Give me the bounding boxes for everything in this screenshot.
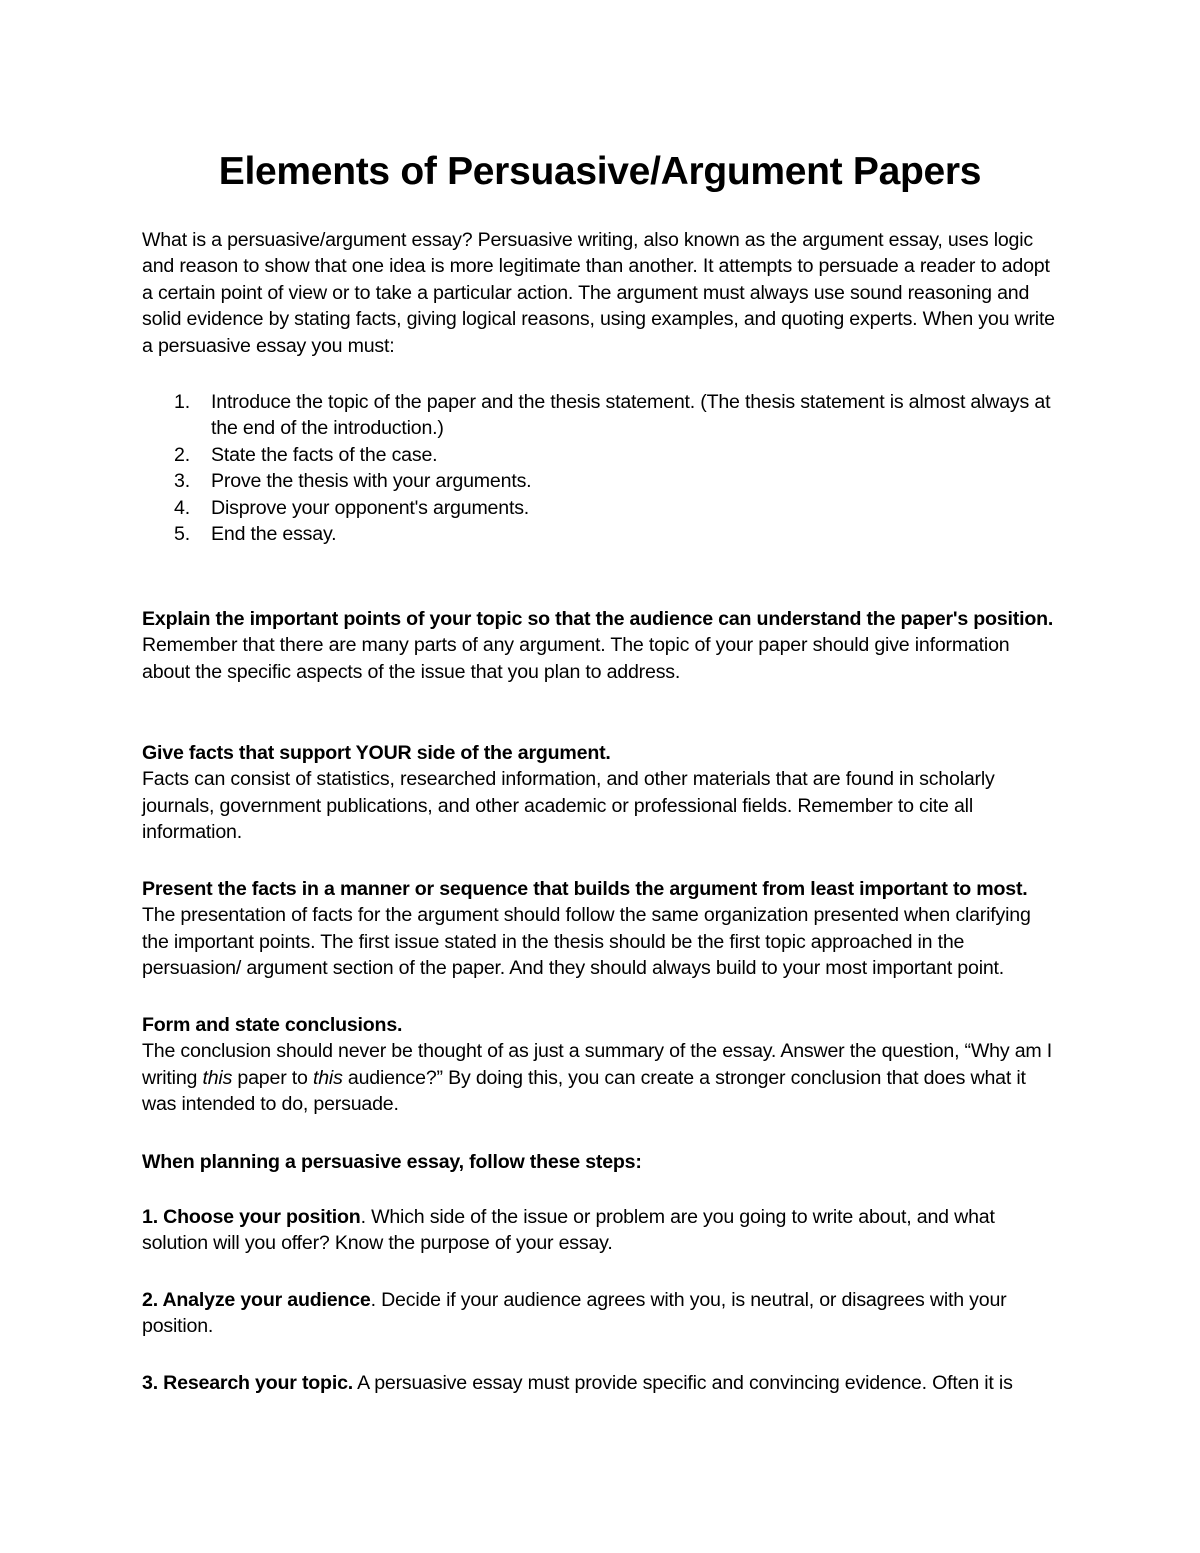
list-item-number: 5. [174,523,190,546]
section-body-text: The conclusion should never be thought of as just a summary of the essay. Answer the question, “Why am I writing [142,1040,1053,1089]
list-item-number: 4. [174,496,190,519]
section-give-facts [142,740,1062,846]
planning-step-label: 1. Choose your position [142,1206,361,1228]
section-body: Remember that there are many parts of any argument. The topic of your paper should give information about the specific aspects of the issue that you plan to address. [142,634,1010,683]
planning-heading-text: When planning a persuasive essay, follow these steps: [142,1151,642,1173]
list-item [142,468,1062,494]
list-item-text: End the essay. [211,523,337,546]
list-item-number: 3. [174,470,190,493]
section-body [142,1040,1052,1115]
list-item [142,389,1062,442]
planning-step-label: 3. Research your topic. [142,1372,354,1394]
section-heading: Give facts that support YOUR side of the argument. [142,742,611,764]
emphasis-text: this [312,1066,343,1089]
planning-step-label: 2. Analyze your audience [142,1289,371,1311]
section-heading: Explain the important points of your topic so that the audience can understand the paper's position. [142,608,1054,630]
planning-step [142,1204,1062,1257]
section-present-facts [142,876,1062,982]
section-body-text: audience?” By doing this, you can create a stronger conclusion that does what it was intended to do, persuade. [142,1066,1026,1116]
emphasis-text: this [202,1066,233,1089]
section-body-text: paper to [232,1066,313,1089]
section-important-points [142,606,1062,685]
list-item-text: Disprove your opponent's arguments. [211,496,530,519]
planning-step [142,1370,1062,1396]
list-item-number: 1. [174,391,190,413]
list-item-number: 2. [174,443,190,466]
list-item [142,521,1062,547]
planning-step-text: . Which side of the issue or problem are you going to write about, and what solution will you offer? Know the purpose of your essay. [142,1206,995,1255]
essay-steps-list [142,389,1062,547]
list-item [142,442,1062,468]
planning-step-text: . Decide if your audience agrees with you, is neutral, or disagrees with your position. [142,1289,1007,1338]
planning-heading [142,1149,1062,1175]
planning-step [142,1287,1062,1340]
list-item-text: Introduce the topic of the paper and the thesis statement. (The thesis statement is almost always at the end of the introduction.) [211,391,1051,440]
intro-paragraph: What is a persuasive/argument essay? Persuasive writing, also known as the argument essay, uses logic and reason to show that one idea is more legitimate than another. It attempts to persuade a reader to adopt a certain point of view or to take a particular action. The argument must always use sound reasoning and solid evidence by stating facts, giving logical reasons, using examples, and quoting experts. When you write a persuasive essay you must: [142,229,1055,357]
planning-step-text: A persuasive essay must provide specific and convincing evidence. Often it is [353,1372,1013,1394]
section-body: Facts can consist of statistics, researched information, and other materials that are found in scholarly journals, government publications, and other academic or professional fields. Remember to cite all information. [142,768,995,844]
list-item-text: State the facts of the case. [211,443,438,466]
section-heading: Present the facts in a manner or sequence that builds the argument from least important to most. [142,878,1028,900]
section-heading: Form and state conclusions. [142,1014,403,1036]
list-item [142,495,1062,521]
section-body: The presentation of facts for the argument should follow the same organization presented when clarifying the important points. The first issue stated in the thesis should be the first topic approached in the persuasion/ argument section of the paper. And they should always build to your most important point. [142,904,1031,980]
document-title: Elements of Persuasive/Argument Papers [218,150,982,193]
list-item-text: Prove the thesis with your arguments. [211,470,532,493]
section-conclusions [142,1012,1062,1118]
